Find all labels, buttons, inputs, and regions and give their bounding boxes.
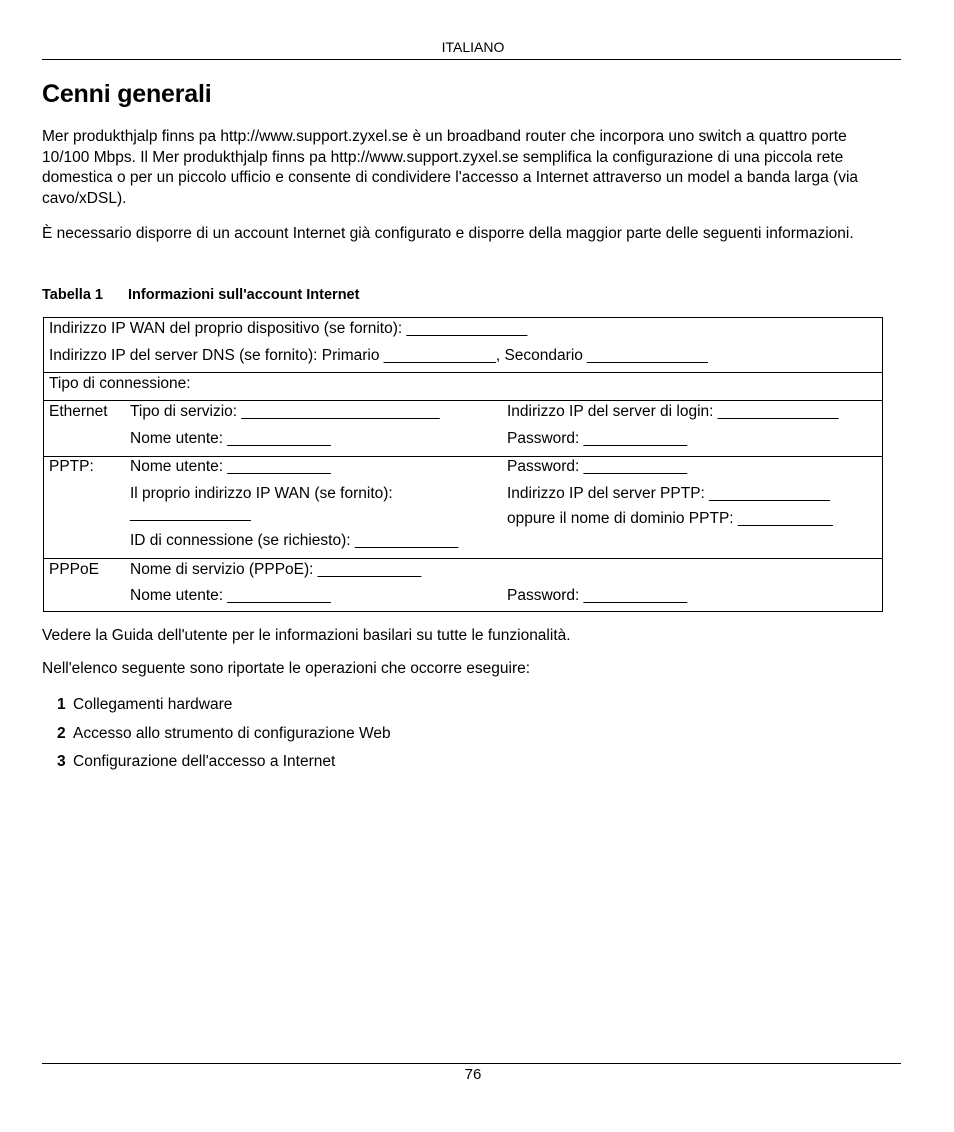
requirement-paragraph: È necessario disporre di un account Internet già configurato e disporre della maggior parte delle seguenti informazioni. xyxy=(42,225,854,242)
pptp-own-wan-ip-label: Il proprio indirizzo IP WAN (se fornito): xyxy=(130,485,393,502)
pptp-password-field: Password: ____________ xyxy=(507,458,688,475)
ethernet-label: Ethernet xyxy=(49,403,108,420)
list-item xyxy=(57,752,391,781)
table-caption-number: Tabella 1 xyxy=(42,287,103,303)
step-label: Collegamenti hardware xyxy=(73,696,233,713)
header-rule xyxy=(42,59,901,60)
ethernet-username-field: Nome utente: ____________ xyxy=(130,430,331,447)
pppoe-service-name-field: Nome di servizio (PPPoE): ____________ xyxy=(130,561,422,578)
account-info-table xyxy=(43,317,883,612)
connection-type-label: Tipo di connessione: xyxy=(49,375,191,392)
pptp-domain-name-field: oppure il nome di dominio PPTP: ___________ xyxy=(507,510,833,527)
ethernet-service-type-field: Tipo di servizio: _______________________ xyxy=(130,403,440,420)
table-caption-title: Informazioni sull'account Internet xyxy=(128,287,360,303)
step-number: 2 xyxy=(57,724,66,742)
intro-paragraph: Mer produkthjalp finns pa http://www.support.zyxel.se è un broadband router che incorpora uno switch a quattro porte 10/100 Mbps. Il Mer produkthjalp finns pa http://www.support.zyxel.se semplifica la configurazione di una piccola rete domestica o per un piccolo ufficio e consente di condividere l'accesso a Internet attraverso un model a banda larga (via cavo/xDSL). xyxy=(42,128,859,208)
pppoe-username-field: Nome utente: ____________ xyxy=(130,587,331,604)
ethernet-password-field: Password: ____________ xyxy=(507,430,688,447)
table-divider xyxy=(44,372,882,373)
page-number: 76 xyxy=(464,1066,482,1083)
step-number: 3 xyxy=(57,753,66,770)
footer-rule xyxy=(42,1063,901,1064)
pptp-username-field: Nome utente: ____________ xyxy=(130,458,331,475)
table-caption xyxy=(42,287,359,303)
table-divider xyxy=(44,400,882,401)
pptp-server-ip-field: Indirizzo IP del server PPTP: ______________ xyxy=(507,485,830,502)
wan-ip-field: Indirizzo IP WAN del proprio dispositivo (se fornito): ______________ xyxy=(49,320,528,337)
pppoe-password-field: Password: ____________ xyxy=(507,587,688,604)
list-item xyxy=(57,695,391,724)
list-item xyxy=(57,724,391,753)
header-language: ITALIANO xyxy=(441,39,505,55)
step-label: Accesso allo strumento di configurazione Web xyxy=(73,724,391,742)
pppoe-label: PPPoE xyxy=(49,561,99,578)
guide-paragraph: Vedere la Guida dell'utente per le informazioni basilari su tutte le funzionalità. xyxy=(42,627,571,644)
steps-list xyxy=(57,695,391,781)
page-title: Cenni generali xyxy=(42,80,212,108)
step-number: 1 xyxy=(57,696,66,713)
ethernet-login-server-field: Indirizzo IP del server di login: ______________ xyxy=(507,403,839,420)
pptp-connection-id-field: ID di connessione (se richiesto): ____________ xyxy=(130,532,459,549)
dns-field: Indirizzo IP del server DNS (se fornito): Primario _____________, Secondario ______________ xyxy=(49,347,708,364)
pptp-label: PPTP: xyxy=(49,458,94,475)
pptp-own-wan-ip-blank: ______________ xyxy=(130,505,251,522)
table-divider xyxy=(44,558,882,559)
step-label: Configurazione dell'accesso a Internet xyxy=(73,753,336,770)
steps-intro-paragraph: Nell'elenco seguente sono riportate le operazioni che occorre eseguire: xyxy=(42,660,531,677)
